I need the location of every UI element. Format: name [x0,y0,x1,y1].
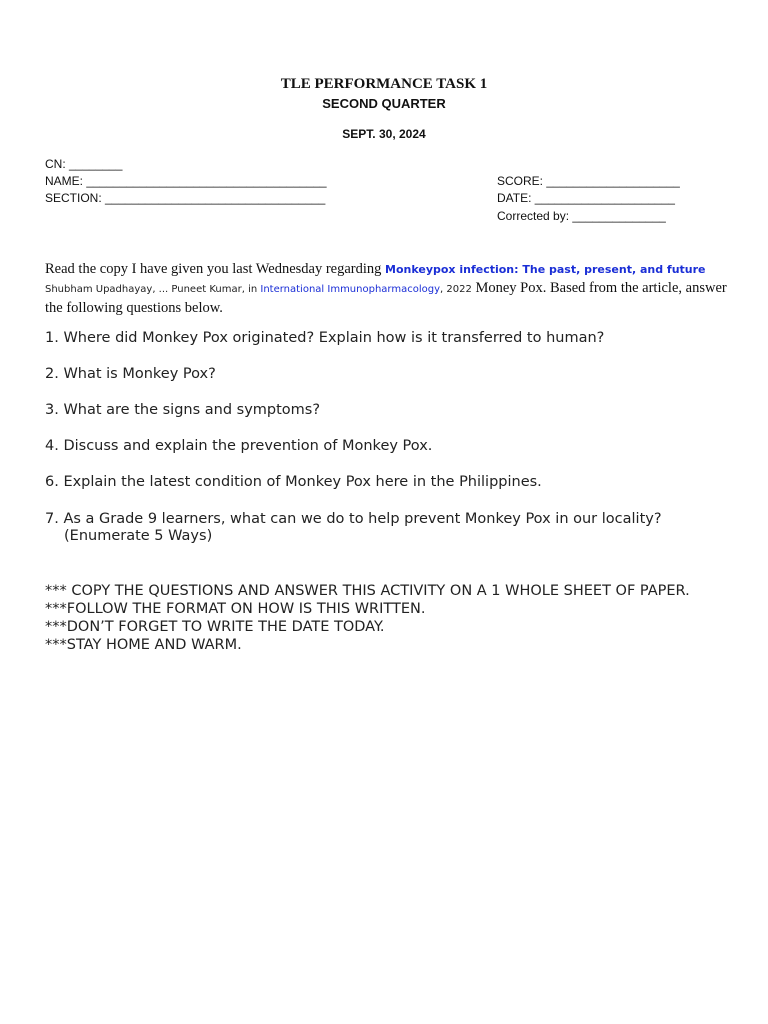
section-field: SECTION: _________________________________ [45,191,326,205]
note-copy-questions: *** COPY THE QUESTIONS AND ANSWER THIS ACTIVITY ON A 1 WHOLE SHEET OF PAPER. [45,583,690,599]
document-date: SEPT. 30, 2024 [342,127,426,141]
article-title-link[interactable]: Monkeypox infection: The past, present, and future [385,263,706,276]
note-stay-home: ***STAY HOME AND WARM. [45,637,242,653]
article-authors: Shubham Upadhayay, ... Puneet Kumar, in [45,284,261,295]
corrected-by-field: Corrected by: ______________ [497,209,666,223]
document-subtitle: SECOND QUARTER [322,96,446,111]
question-2: 2. What is Monkey Pox? [45,366,216,382]
score-field: SCORE: ____________________ [497,174,680,188]
note-write-date: ***DON’T FORGET TO WRITE THE DATE TODAY. [45,619,385,635]
question-7: 7. As a Grade 9 learners, what can we do to help prevent Monkey Pox in our locality? [45,511,662,527]
document-title: TLE PERFORMANCE TASK 1 [280,76,488,92]
question-7-continuation: (Enumerate 5 Ways) [64,528,213,544]
intro-paragraph [45,260,735,317]
cn-field: CN: ________ [45,157,123,171]
question-4: 4. Discuss and explain the prevention of Monkey Pox. [45,438,433,454]
question-1: 1. Where did Monkey Pox originated? Explain how is it transferred to human? [45,330,605,346]
article-year: , 2022 [440,284,472,295]
journal-link[interactable]: International Immunopharmacology [260,284,440,295]
note-follow-format: ***FOLLOW THE FORMAT ON HOW IS THIS WRITTEN. [45,601,426,617]
question-3: 3. What are the signs and symptoms? [45,402,321,418]
name-field: NAME: ____________________________________ [45,174,327,188]
date-field: DATE: _____________________ [497,191,675,205]
intro-lead: Read the copy I have given you last Wednesday regarding [45,261,386,277]
question-6: 6. Explain the latest condition of Monkey Pox here in the Philippines. [45,474,542,490]
intro-tail: Money Pox. Based from the article, answer the following questions below. [45,280,727,316]
